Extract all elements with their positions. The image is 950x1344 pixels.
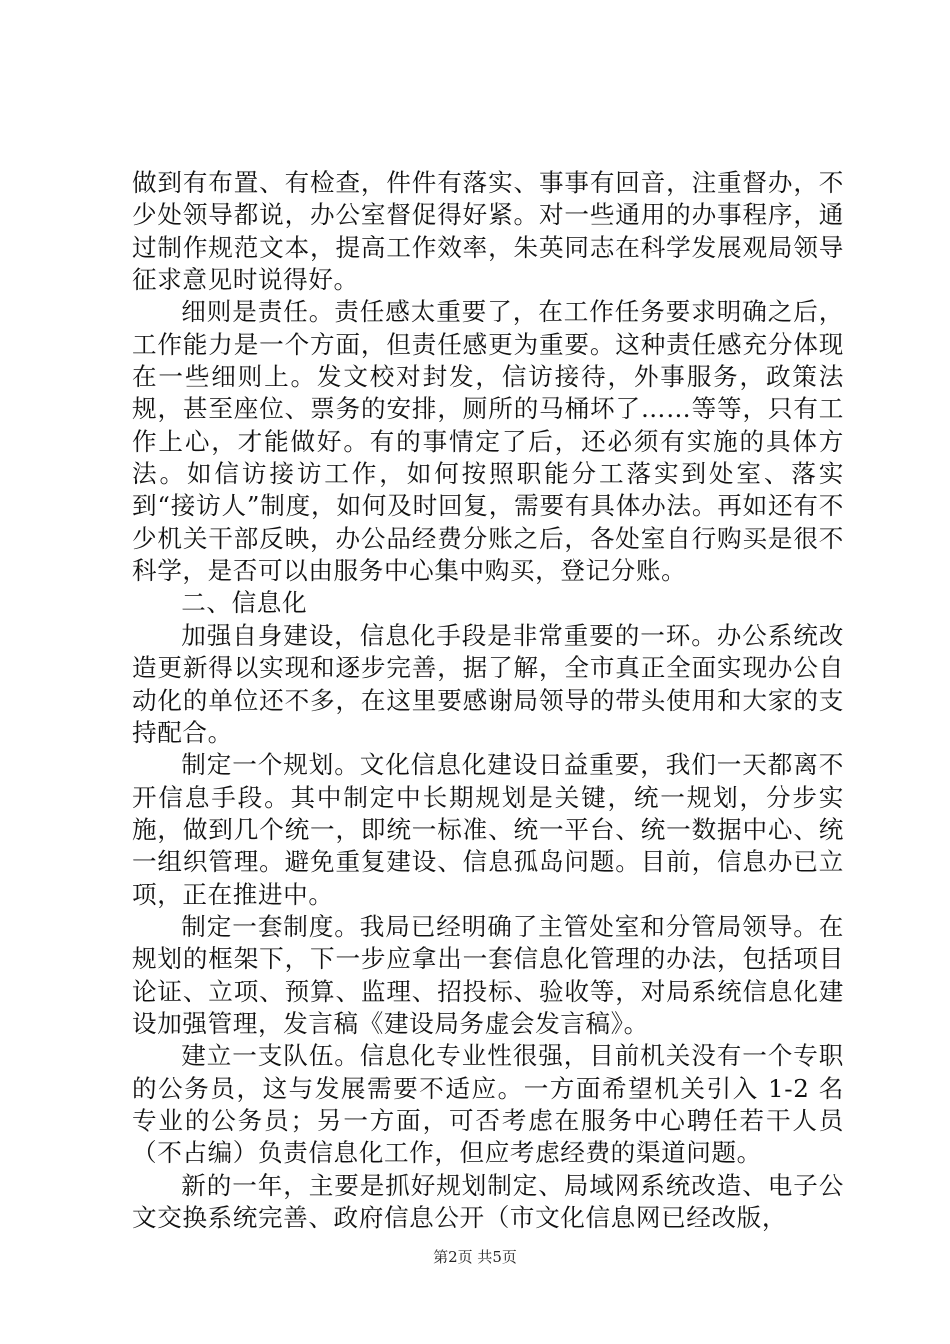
paragraph-self-construction: 加强自身建设，信息化手段是非常重要的一环。办公系统改造更新得以实现和逐步完善，据了解，全市真正全面实现办公自动化的单位还不多，在这里要感谢局领导的带头使用和大家的支持配合。 (132, 620, 844, 747)
paragraph-system: 制定一套制度。我局已经明确了主管处室和分管局领导。在规划的框架下，下一步应拿出一套信息化管理的办法，包括项目论证、立项、预算、监理、招投标、验收等，对局系统信息化建设加强管理，发言稿《建设局务虚会发言稿》。 (132, 911, 844, 1038)
paragraph-plan: 制定一个规划。文化信息化建设日益重要，我们一天都离不开信息手段。其中制定中长期规划是关键，统一规划，分步实施，做到几个统一，即统一标准、统一平台、统一数据中心、统一组织管理。避免重复建设、信息孤岛问题。目前，信息办已立项，正在推进中。 (132, 750, 844, 909)
paragraph-new-year: 新的一年，主要是抓好规划制定、局域网系统改造、电子公文交换系统完善、政府信息公开（市文化信息网已经改版， (132, 1170, 844, 1232)
page-footer: 第2页 共5页 (433, 1248, 517, 1266)
paragraph-responsibility: 细则是责任。责任感太重要了，在工作任务要求明确之后，工作能力是一个方面，但责任感更为重要。这种责任感充分体现在一些细则上。发文校对封发，信访接待，外事服务，政策法规，甚至座位、票务的安排，厕所的马桶坏了……等等，只有工作上心，才能做好。有的事情定了后，还必须有实施的具体方法。如信访接访工作，如何按照职能分工落实到处室、落实到“接访人”制度，如何及时回复，需要有具体办法。再如还有不少机关干部反映，办公品经费分账之后，各处室自行购买是很不科学，是否可以由服务中心集中购买，登记分账。 (132, 297, 844, 586)
section-heading-informatization: 二、信息化 (181, 588, 308, 618)
paragraph-continuation: 做到有布置、有检查，件件有落实、事事有回音，注重督办，不少处领导都说，办公室督促得好紧。对一些通用的办事程序，通过制作规范文本，提高工作效率，朱英同志在科学发展观局领导征求意见时说得好。 (132, 168, 844, 295)
paragraph-team: 建立一支队伍。信息化专业性很强，目前机关没有一个专职的公务员，这与发展需要不适应。一方面希望机关引入 1-2 名专业的公务员；另一方面，可否考虑在服务中心聘任若干人员（不占编）负责信息化工作，但应考虑经费的渠道问题。 (132, 1041, 844, 1168)
document-body (132, 167, 844, 1234)
